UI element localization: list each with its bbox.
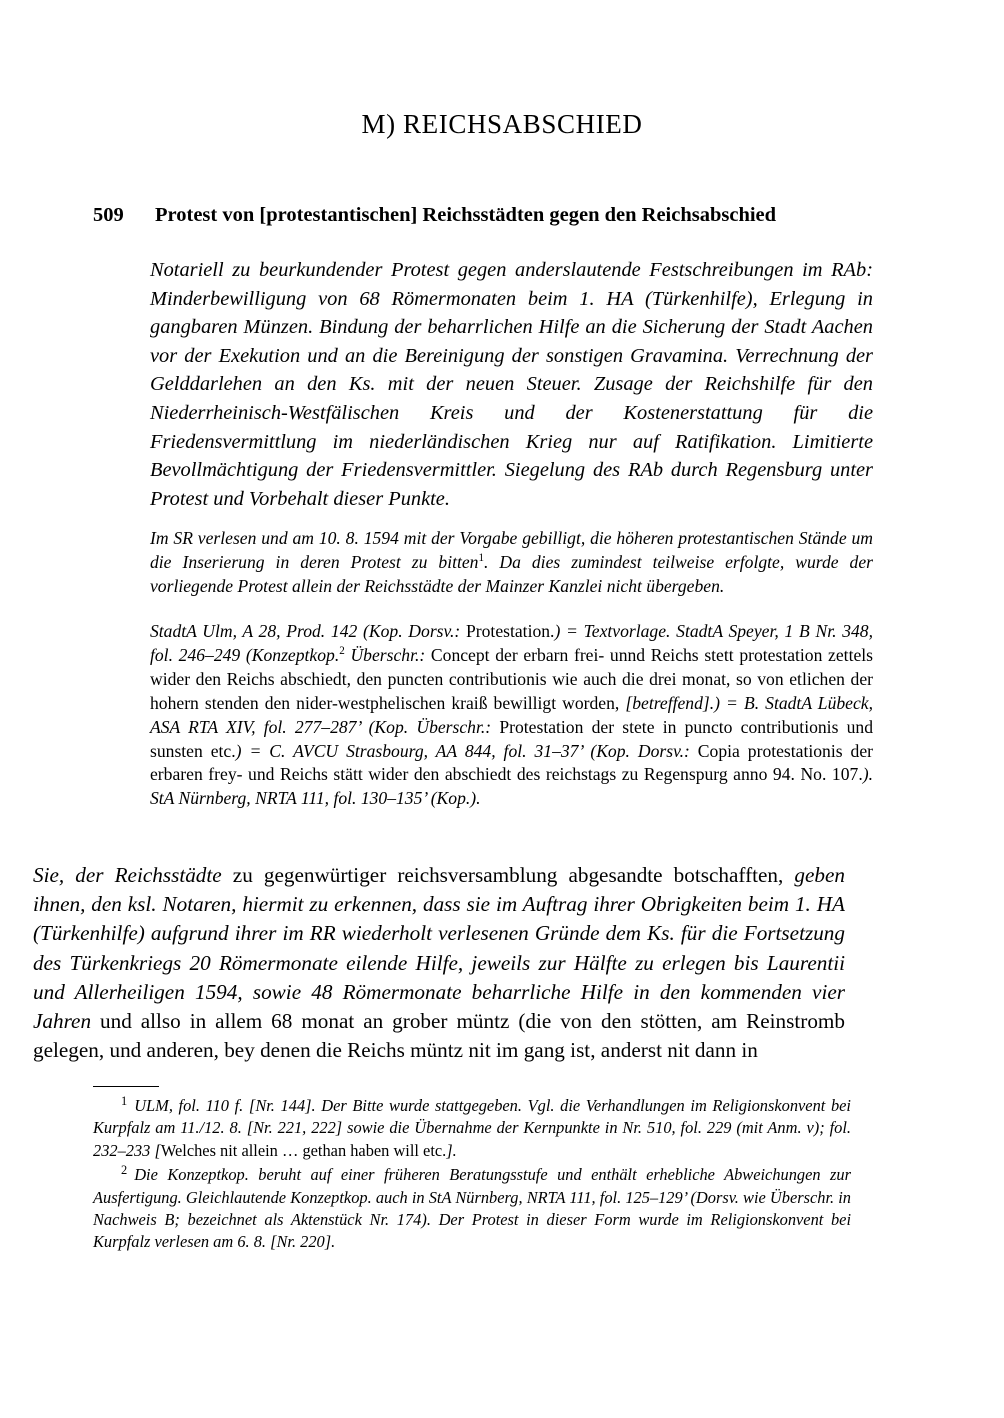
- source-seg-10: ). StA Nürnberg, NRTA 111, fol. 130–135’ (Kop.).: [150, 764, 873, 809]
- maintext-seg-3: geben ihnen, den ksl. Notaren, hiermit zu erkennen, dass sie im Auftrag ihrer Obrigkeiten beim 1. HA (Türkenhilfe) aufgrund ihrer im RR wiederholt verlesenen Gründe dem Ks. für die Fortsetzung des Türkenkriegs 20 Römermonate eilende Hilfe, jeweils zur Hälfte zu erlegen bis Laurentii und Allerheiligen 1594, sowie 48 Römermonate beharrliche Hilfe in den kommenden vier Jahren: [33, 863, 846, 1034]
- apparatus-a-part2: . Da dies zumindest teilweise erfolgte, wurde der vorliegende Protest allein der Reichsstädte der Mainzer Kanzlei nicht übergeben.: [150, 551, 873, 596]
- maintext-seg-4: und allso in allem 68 monat an grober müntz (die von den stötten, am Reinstromb gelegen, und anderen, bey denen die Reichs müntz nit im gang ist, anderst nit dann in: [33, 1009, 845, 1063]
- apparatus-tradition-note: [150, 527, 873, 599]
- source-seg-8: ) = C. AVCU Strasbourg, AA 844, fol. 31–37’ (Kop. Dorsv.:: [235, 740, 690, 761]
- regest-summary: Notariell zu beurkundender Protest gegen anderslautende Festschreibungen im RAb: Minderbewilligung von 68 Römermonaten beim 1. HA (Türkenhilfe), Erlegung in gangbaren Münzen. Bindung der beharrlichen Hilfe an die Sicherung der Stadt Aachen vor der Exekution und an die Bereinigung der sonstigen Gravamina. Verrechnung der Gelddarlehen an den Ks. mit der neuen Steuer. Zusage der Reichshilfe für den Niederrheinisch-Westfälischen Kreis und der Kostenerstattung für die Friedensvermittlung im niederländischen Krieg nur auf Ratifikation. Limitierte Bevollmächtigung der Friedensvermittler. Siegelung des RAb durch Regensburg unter Protest und Vorbehalt dieser Punkte.: [150, 259, 873, 510]
- source-seg-5: Concept der erbarn frei- unnd Reichs stett protestation zettels wider den Reichs abschiedt, den puncten contributionis wie auch die drei monat, so von etlichen der hohern stenden den nider-westphelischen kraiß bewilligt worden,: [150, 644, 873, 713]
- footnote-marker: 2: [121, 1162, 128, 1177]
- footnote-marker: 1: [121, 1093, 128, 1108]
- footnote-source-sigil: ULM: [134, 1096, 169, 1115]
- footnote-ref-2[interactable]: 2: [339, 645, 345, 658]
- source-seg-2: Protestation.: [460, 621, 555, 641]
- source-seg-3: ) = Textvorlage. StadtA Speyer, 1 B Nr. 348, fol. 246–249 (Konzeptkop.: [150, 621, 873, 665]
- footnote-body: Die Konzeptkop. beruht auf einer früheren Beratungsstufe und enthält erhebliche Abweichungen zur Ausfertigung. Gleichlautende Konzeptkop. auch in StA Nürnberg, NRTA 111, fol. 125–129’ (Dorsv. wie Überschr. in Nachweis B; bezeichnet als Aktenstück Nr. 174). Der Protest in dieser Form wurde im Religionskonvent bei Kurpfalz verlesen am 6. 8. [Nr. 220].: [93, 1165, 851, 1252]
- footnote-item: [93, 1095, 851, 1162]
- footnote-quote: Welches nit allein … gethan haben will etc.: [160, 1140, 447, 1160]
- main-edited-text: [33, 861, 845, 1065]
- footnote-separator-rule: [93, 1086, 159, 1087]
- source-seg-1: StadtA Ulm, A 28, Prod. 142 (Kop. Dorsv.:: [150, 621, 461, 641]
- maintext-seg-1: Sie, der Reichsstädte: [33, 863, 222, 887]
- footnote-body: , fol. 110 f. [Nr. 144]. Der Bitte wurde stattgegeben. Vgl. die Verhandlungen im Religionskonvent bei Kurpfalz am 11./12. 8. [Nr. 221, 222] sowie die Übernahme der Kernpunkte in Nr. 510, fol. 229 (mit Anm. v); fol. 232–233 [: [93, 1096, 851, 1160]
- maintext-seg-2: zu gegenwürtiger reichsversamblung abgesandte botschafften,: [221, 863, 784, 887]
- section-heading: [93, 203, 883, 229]
- apparatus-a-part1: Im SR verlesen und am 10. 8. 1594 mit der Vorgabe gebilligt, die höheren protestantischen Stände um die Inserierung in deren Protest zu bitten: [150, 528, 873, 572]
- footnote-item: [93, 1164, 851, 1254]
- footnote-area: [93, 1095, 851, 1256]
- source-seg-4: Überschr.:: [344, 644, 426, 665]
- footnote-ref-1[interactable]: 1: [478, 552, 485, 565]
- source-seg-7: Protestation der stete in puncto contributionis und sunsten etc.: [150, 716, 874, 761]
- source-seg-6: [betreffend].) = B. StadtA Lübeck, ASA RTA XIV, fol. 277–287’ (Kop. Überschr.:: [150, 692, 874, 737]
- footnote-tail: ].: [446, 1140, 457, 1160]
- section-title: Protest von [protestantischen] Reichsstädten gegen den Reichsabschied: [155, 204, 777, 226]
- part-title: M) REICHSABSCHIED: [361, 109, 643, 139]
- section-number: 509: [93, 204, 124, 226]
- source-seg-9: Copia protestationis der erbaren frey- und Reichs stätt wider den abschiedt des reichstags zu Regenspurg anno 94. No. 107.: [150, 740, 874, 785]
- apparatus-source-list: [150, 620, 873, 811]
